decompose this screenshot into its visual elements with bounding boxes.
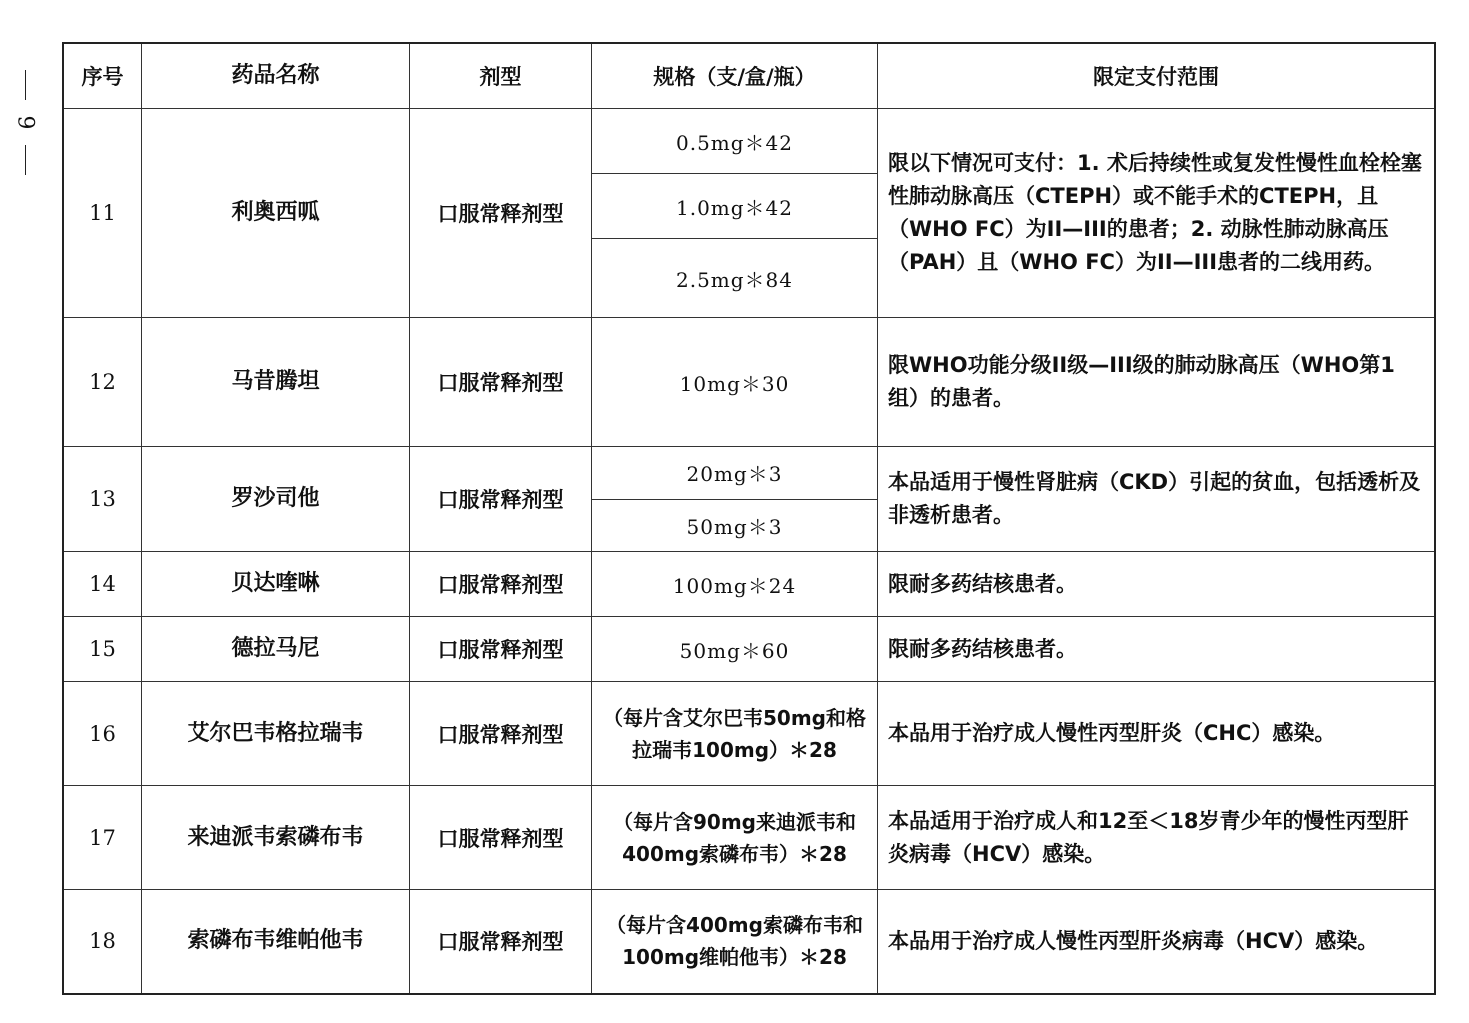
spec-cell bbox=[592, 318, 878, 447]
row-number: 14 bbox=[63, 552, 142, 617]
payment-scope: 限WHO功能分级II级—III级的肺动脉高压（WHO第1组）的患者。 bbox=[878, 318, 1436, 447]
drug-name: 艾尔巴韦格拉瑞韦 bbox=[142, 682, 410, 786]
table-row bbox=[63, 617, 1435, 682]
page-number-value: 9 bbox=[12, 115, 38, 130]
dosage-form: 口服常释剂型 bbox=[410, 617, 592, 682]
spec-item: 50mg＊3 bbox=[592, 499, 877, 552]
table-row bbox=[63, 682, 1435, 786]
page-number bbox=[14, 70, 36, 200]
payment-scope: 限耐多药结核患者。 bbox=[878, 552, 1436, 617]
dosage-form: 口服常释剂型 bbox=[410, 552, 592, 617]
drug-name: 马昔腾坦 bbox=[142, 318, 410, 447]
spec-item: 0.5mg＊42 bbox=[675, 130, 794, 155]
spec-cell bbox=[592, 890, 878, 994]
spec-item: 50mg＊60 bbox=[679, 638, 790, 663]
row-number: 18 bbox=[63, 890, 142, 994]
spec-item: 100mg＊24 bbox=[672, 573, 797, 598]
dosage-form: 口服常释剂型 bbox=[410, 786, 592, 890]
header-no: 序号 bbox=[63, 43, 142, 109]
table-row bbox=[63, 447, 1435, 552]
dosage-form: 口服常释剂型 bbox=[410, 318, 592, 447]
row-number: 13 bbox=[63, 447, 142, 552]
table-row bbox=[63, 318, 1435, 447]
dosage-form: 口服常释剂型 bbox=[410, 109, 592, 318]
payment-scope: 本品适用于慢性肾脏病（CKD）引起的贫血，包括透析及非透析患者。 bbox=[878, 447, 1436, 552]
spec-cell bbox=[592, 552, 878, 617]
table-row bbox=[63, 890, 1435, 994]
spec-cell bbox=[592, 786, 878, 890]
table-row bbox=[63, 552, 1435, 617]
dosage-form: 口服常释剂型 bbox=[410, 682, 592, 786]
spec-item: 2.5mg＊84 bbox=[592, 238, 877, 317]
row-number: 12 bbox=[63, 318, 142, 447]
row-number: 15 bbox=[63, 617, 142, 682]
payment-scope: 限以下情况可支付：1. 术后持续性或复发性慢性血栓栓塞性肺动脉高压（CTEPH）或不能手术的CTEPH，且（WHO FC）为II—III的患者；2. 动脉性肺动脉高压（PAH）且（WHO FC）为II—III患者的二线用药。 bbox=[878, 109, 1436, 318]
spec-cell bbox=[592, 109, 878, 318]
row-number: 17 bbox=[63, 786, 142, 890]
spec-cell bbox=[592, 617, 878, 682]
payment-scope: 本品用于治疗成人慢性丙型肝炎病毒（HCV）感染。 bbox=[878, 890, 1436, 994]
page-number-dash-top bbox=[25, 70, 26, 100]
spec-item: 1.0mg＊42 bbox=[592, 173, 877, 238]
header-spec: 规格（支/盒/瓶） bbox=[592, 43, 878, 109]
spec-item: 10mg＊30 bbox=[679, 371, 790, 396]
header-form: 剂型 bbox=[410, 43, 592, 109]
table-row bbox=[63, 786, 1435, 890]
spec-cell bbox=[592, 447, 878, 552]
header-scope: 限定支付范围 bbox=[878, 43, 1436, 109]
dosage-form: 口服常释剂型 bbox=[410, 447, 592, 552]
page-number-dash-bottom bbox=[25, 145, 26, 175]
drug-name: 索磷布韦维帕他韦 bbox=[142, 890, 410, 994]
drug-name: 德拉马尼 bbox=[142, 617, 410, 682]
dosage-form: 口服常释剂型 bbox=[410, 890, 592, 994]
spec-cell bbox=[592, 682, 878, 786]
row-number: 16 bbox=[63, 682, 142, 786]
drug-name: 贝达喹啉 bbox=[142, 552, 410, 617]
row-number: 11 bbox=[63, 109, 142, 318]
payment-scope: 限耐多药结核患者。 bbox=[878, 617, 1436, 682]
drug-name: 来迪派韦索磷布韦 bbox=[142, 786, 410, 890]
spec-item: （每片含400mg索磷布韦和100mg维帕他韦）＊28 bbox=[606, 913, 863, 970]
header-name: 药品名称 bbox=[142, 43, 410, 109]
spec-item: （每片含艾尔巴韦50mg和格拉瑞韦100mg）＊28 bbox=[603, 705, 866, 762]
spec-item: （每片含90mg来迪派韦和400mg索磷布韦）＊28 bbox=[613, 809, 856, 866]
table-header-row bbox=[63, 43, 1435, 109]
spec-item: 20mg＊3 bbox=[686, 462, 783, 487]
drug-name: 罗沙司他 bbox=[142, 447, 410, 552]
payment-scope: 本品用于治疗成人慢性丙型肝炎（CHC）感染。 bbox=[878, 682, 1436, 786]
drug-name: 利奥西呱 bbox=[142, 109, 410, 318]
payment-scope: 本品适用于治疗成人和12至＜18岁青少年的慢性丙型肝炎病毒（HCV）感染。 bbox=[878, 786, 1436, 890]
drug-table bbox=[62, 42, 1436, 995]
table-row bbox=[63, 109, 1435, 318]
